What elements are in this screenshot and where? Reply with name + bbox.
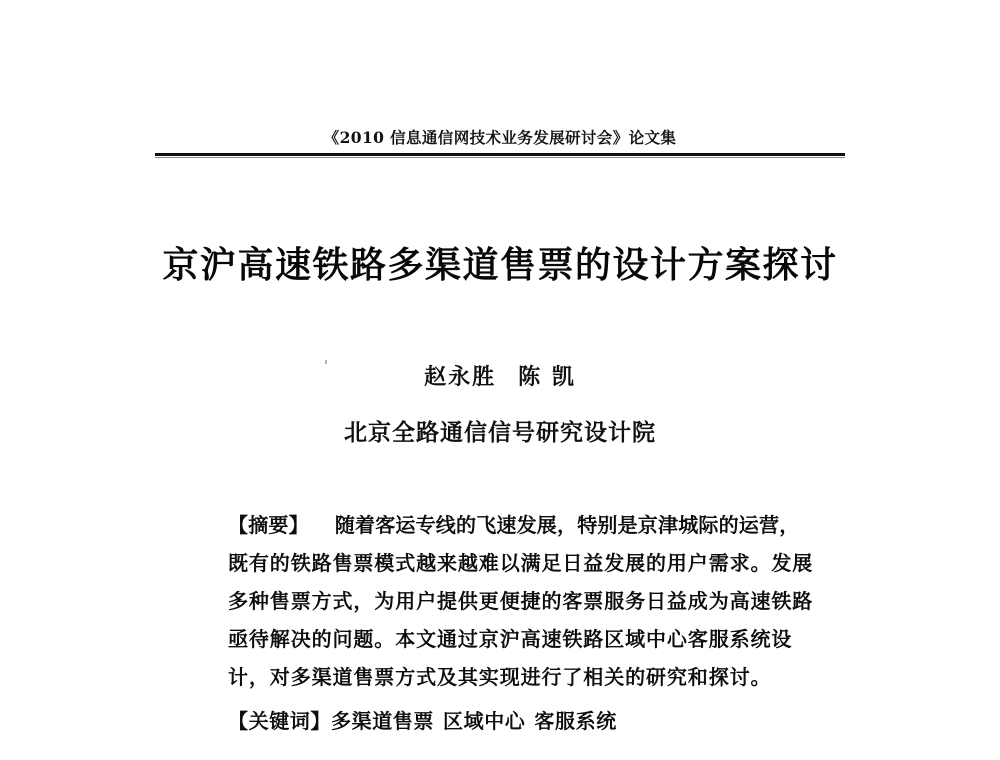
abstract-block xyxy=(228,506,814,696)
keywords-label: 【关键词】 xyxy=(228,709,331,733)
page-title: 京沪高速铁路多渠道售票的设计方案探讨 xyxy=(162,244,838,286)
running-head-block xyxy=(155,128,845,158)
keyword-term: 区域中心 xyxy=(443,709,526,733)
author-name-first: 赵永胜 xyxy=(424,364,497,390)
abstract-line xyxy=(228,620,793,658)
abstract-line-text: 既有的铁路售票模式越来越难以满足日益发展的用户需求。发展 xyxy=(228,551,814,575)
author-affiliation: 北京全路通信信号研究设计院 xyxy=(344,419,656,446)
abstract-label: 【摘要】 xyxy=(228,513,309,537)
header-rule xyxy=(155,153,845,156)
abstract-line xyxy=(228,582,814,620)
author-list xyxy=(0,360,1000,391)
running-head-text: 《2010 信息通信网技术业务发展研讨会》论文集 xyxy=(323,128,677,147)
keyword-term: 多渠道售票 xyxy=(331,709,434,733)
abstract-line-text: 亟待解决的问题。本文通过京沪高速铁路区域中心客服系统设 xyxy=(228,627,793,651)
abstract-line xyxy=(228,506,800,544)
keywords-line xyxy=(228,704,788,738)
abstract-line xyxy=(228,544,814,582)
scan-artifact-speck xyxy=(325,360,327,364)
abstract-line-text: 计，对多渠道售票方式及其实现进行了相关的研究和探讨。 xyxy=(228,665,772,689)
header-rule-secondary xyxy=(155,157,845,158)
abstract-line-text: 随着客运专线的飞速发展，特别是京津城际的运营， xyxy=(334,513,800,537)
abstract-line-text: 多种售票方式，为用户提供更便捷的客票服务日益成为高速铁路 xyxy=(228,589,814,613)
abstract-line xyxy=(228,658,780,696)
author-name-second: 陈 凯 xyxy=(518,364,576,390)
keyword-term: 客服系统 xyxy=(534,709,617,733)
